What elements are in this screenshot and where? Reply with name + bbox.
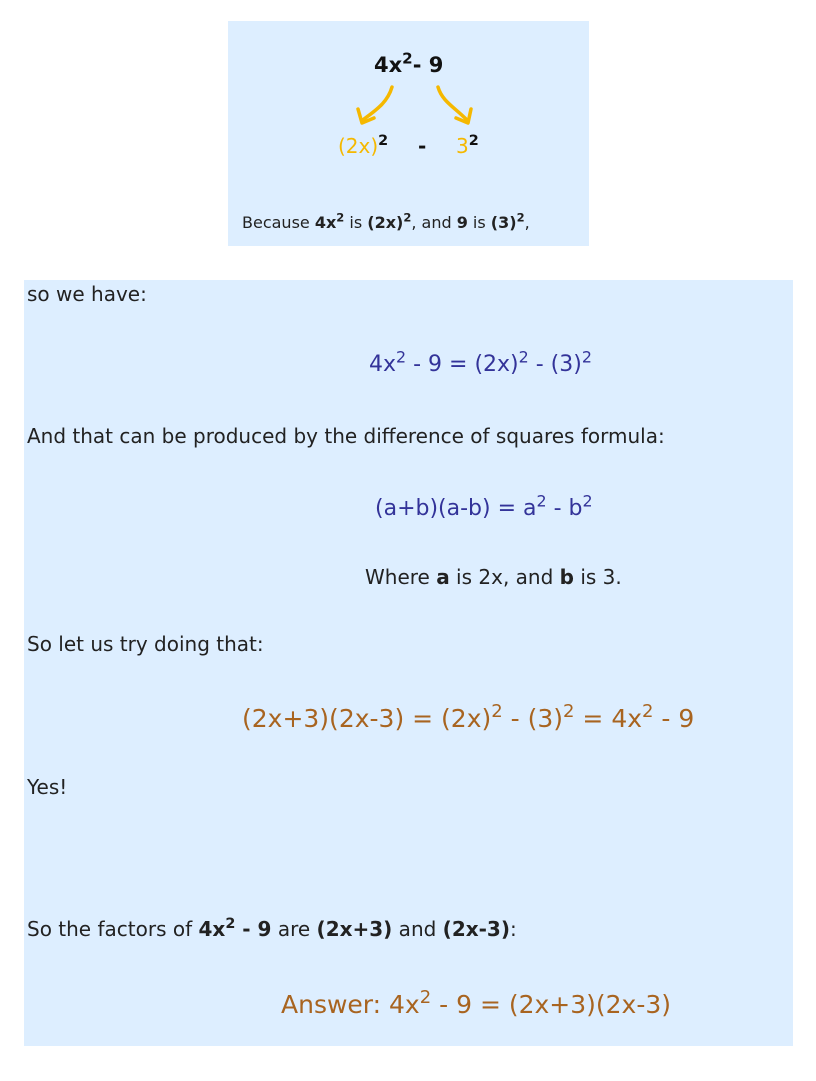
left-arrow-icon bbox=[364, 87, 392, 119]
diagram-right-term: $3^2$ bbox=[456, 133, 479, 158]
equation-formula: $(a+b)(a-b) = a^2 - b^2$ bbox=[375, 491, 593, 521]
right-arrow-icon bbox=[438, 87, 466, 119]
factoring-diagram bbox=[228, 21, 589, 246]
so-we-have-text: so we have: bbox=[27, 282, 147, 306]
yes-text: Yes! bbox=[27, 775, 68, 799]
diagram-caption: Because $4x^2$ is $(2x)^2$, and 9 is $(3)^2$, bbox=[242, 210, 530, 232]
diagram-expression: $4x^2-$ 9 bbox=[374, 49, 444, 77]
and-that-text: And that can be produced by the difference of squares formula: bbox=[27, 424, 665, 448]
equation-check: $(2x+3)(2x-3) = (2x)^2 - (3)^2 = 4x^2 - 9$ bbox=[242, 701, 695, 733]
equation-1: $4x^2 - 9 = (2x)^2 - (3)^2$ bbox=[369, 347, 592, 377]
diagram-left-term: $(2x)^2$ bbox=[338, 133, 389, 158]
diagram-arrows bbox=[228, 21, 589, 141]
content-panel bbox=[24, 280, 793, 1046]
answer-text: Answer: $4x^2 - 9 = (2x+3)(2x-3)$ bbox=[281, 987, 672, 1019]
factors-text: So the factors of $4x^2 - 9$ are (2x+3) and (2x-3): bbox=[27, 916, 517, 941]
diagram-minus: - bbox=[418, 134, 427, 158]
so-let-us-text: So let us try doing that: bbox=[27, 632, 264, 656]
where-text: Where a is 2x, and b is 3. bbox=[365, 565, 622, 589]
